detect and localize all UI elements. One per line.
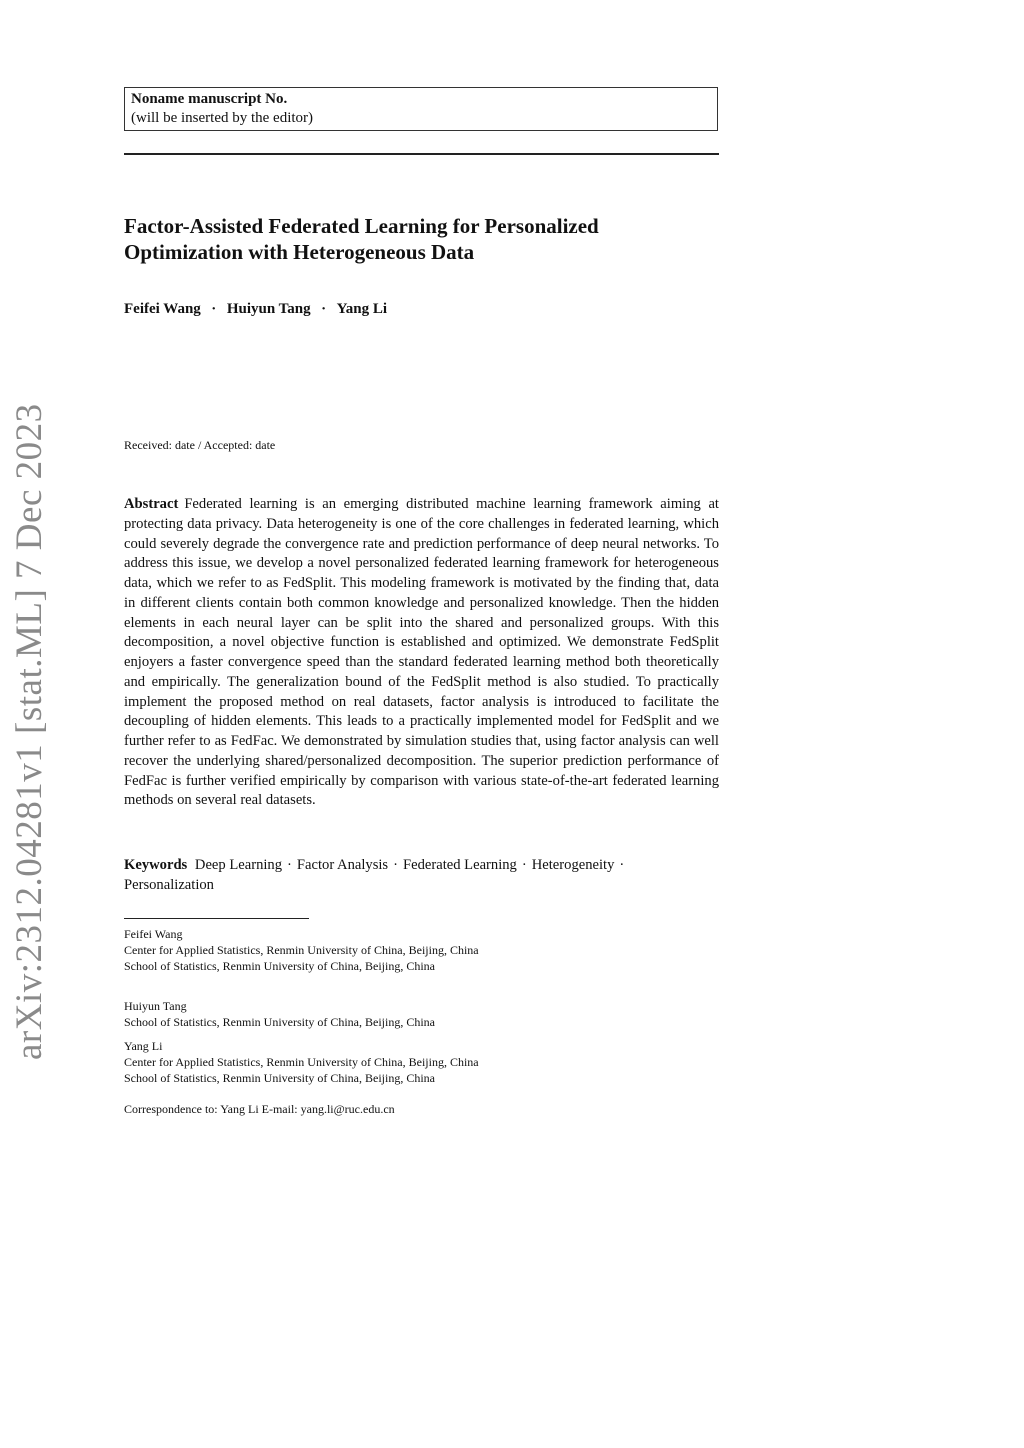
keyword: Heterogeneity [531,857,615,873]
affiliation-author: Huiyun Tang [124,999,187,1013]
manuscript-number-box [124,87,718,131]
correspondence: Correspondence to: Yang Li E-mail: yang.li@ruc.edu.cn [124,1102,395,1116]
author-name: Huiyun Tang [226,301,311,317]
keywords-label: Keywords [124,857,188,873]
header-rule [124,153,719,155]
keyword-separator: · [619,857,625,873]
author-separator: · [321,301,327,317]
author-name: Feifei Wang [124,301,201,317]
arxiv-identifier-stamp: arXiv:2312.04281v1 [stat.ML] 7 Dec 2023 [9,403,50,1060]
affiliation-author: Feifei Wang [124,927,183,941]
affiliation-block [124,926,479,974]
affiliation-line: Center for Applied Statistics, Renmin University of China, Beijing, China [124,1055,479,1069]
keywords [124,855,719,895]
author-separator: · [211,301,217,317]
keyword-separator: · [393,857,398,873]
affiliation-line: School of Statistics, Renmin University of China, Beijing, China [124,1071,435,1085]
keyword: Factor Analysis [296,857,389,873]
keyword: Personalization [124,877,214,893]
affiliation-line: School of Statistics, Renmin University of China, Beijing, China [124,1015,435,1029]
abstract-label: Abstract [124,496,179,512]
affiliation-block [124,1038,479,1086]
paper-title-line-1: Factor-Assisted Federated Learning for Personalized [124,214,599,238]
keyword-separator: · [521,857,527,873]
abstract-text: Federated learning is an emerging distributed machine learning framework aiming at protecting data privacy. Data heterogeneity is one of the core challenges in federated learning, which could severely degrade the convergence rate and prediction performance of deep neural networks. To address this issue, we develop a novel personalized federated learning framework for heterogeneous data, which we refer to as FedSplit. This modeling framework is motivated by the finding that, data in different clients contain both common knowledge and personalized knowledge. Then the hidden elements in each neural layer can be split into the shared and personalized groups. With this decomposition, a novel objective function is established and optimized. We demonstrate FedSplit enjoyers a faster convergence speed than the standard federated learning method both theoretically and empirically. The generalization bound of the FedSplit method is also studied. To practically implement the proposed method on real datasets, factor analysis is introduced to facilitate the decoupling of hidden elements. This leads to a practically implemented model for FedSplit and we further refer to as FedFac. We demonstrated by simulation studies that, using factor analysis can well recover the underlying shared/personalized decomposition. The superior prediction performance of FedFac is further verified empirically by comparison with various state-of-the-art federated learning methods on several real datasets. [124,496,719,809]
manuscript-number-note: (will be inserted by the editor) [131,110,314,126]
affiliation-author: Yang Li [124,1039,163,1053]
author-list [124,299,387,319]
keyword-separator: · [287,857,292,873]
keyword: Deep Learning [194,857,283,873]
manuscript-number-title: Noname manuscript No. [131,91,288,107]
footnote-rule [124,918,309,919]
paper-title [124,213,724,265]
keyword: Federated Learning [403,857,517,873]
affiliation-line: School of Statistics, Renmin University of China, Beijing, China [124,959,435,973]
abstract [124,495,719,811]
affiliation-block [124,998,435,1030]
author-name: Yang Li [336,301,388,317]
affiliation-line: Center for Applied Statistics, Renmin University of China, Beijing, China [124,943,479,957]
paper-title-line-2: Optimization with Heterogeneous Data [124,240,475,264]
received-date: Received: date / Accepted: date [124,438,276,452]
